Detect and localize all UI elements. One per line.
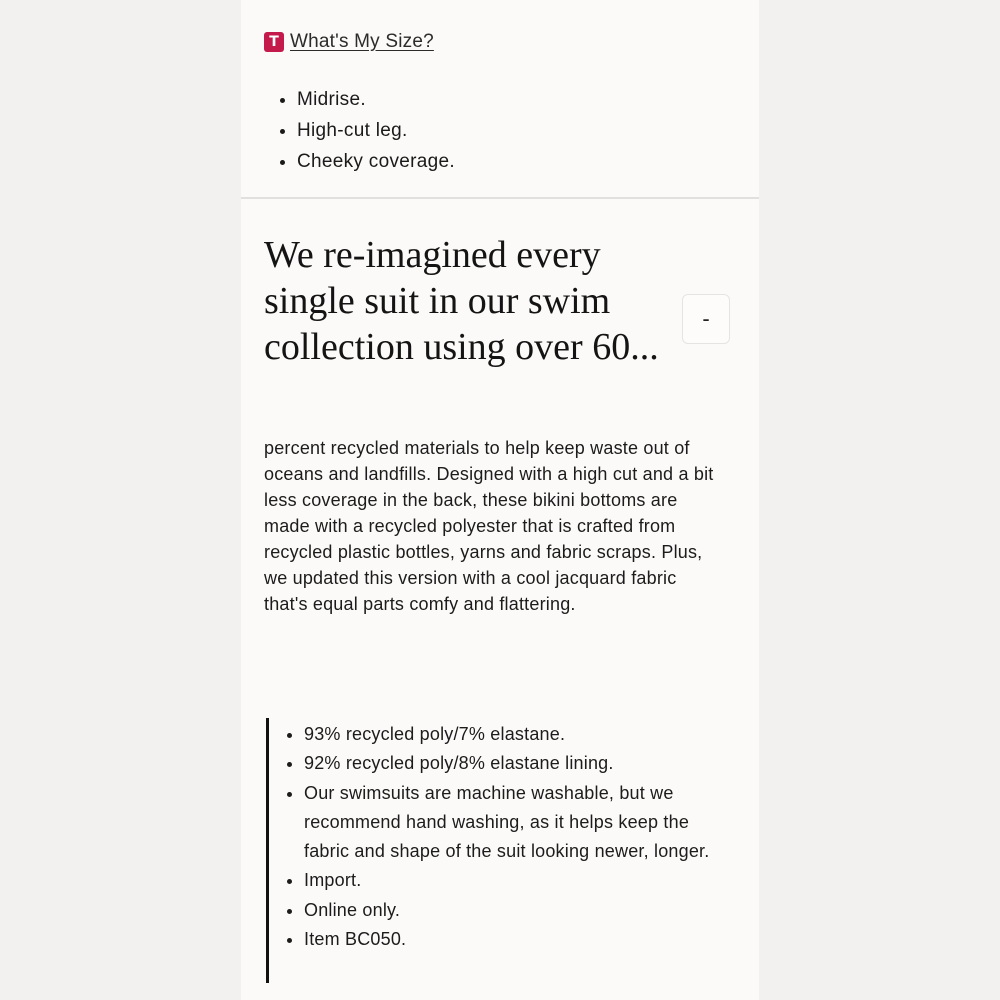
product-details-panel (241, 0, 759, 1000)
list-item: • Item BC050. (304, 925, 714, 954)
list-item: • Cheeky coverage. (297, 146, 455, 177)
fit-features-list (264, 84, 455, 177)
product-description: percent recycled materials to help keep waste out of oceans and landfills. Designed with a high cut and a bit less coverage in the back, these bikini bottoms are made with a recycled polyester that is crafted from recycled plastic bottles, yarns and fabric scraps. Plus, we updated this version with a cool jacquard fabric that's equal parts comfy and flattering. (264, 438, 714, 614)
details-accent-bar (266, 718, 269, 983)
whats-my-size-link[interactable]: What's My Size? (290, 31, 434, 52)
size-guide-row[interactable] (264, 31, 434, 53)
description-headline: We re-imagined every single suit in our swim collection using over 60... (264, 234, 659, 368)
list-item: • High-cut leg. (297, 115, 455, 146)
product-details-list (282, 720, 714, 954)
size-guide-logo-icon: T (264, 32, 284, 52)
list-item: • Our swimsuits are machine washable, but we recommend hand washing, as it helps keep the fabric and shape of the suit looking newer, longer. (304, 779, 714, 867)
list-item: • 92% recycled poly/8% elastane lining. (304, 749, 714, 778)
list-item: • Midrise. (297, 84, 455, 115)
list-item: • 93% recycled poly/7% elastane. (304, 720, 714, 749)
list-item: • Online only. (304, 896, 714, 925)
section-divider (241, 197, 759, 199)
list-item: • Import. (304, 866, 714, 895)
collapse-description-button[interactable]: - (682, 294, 730, 344)
